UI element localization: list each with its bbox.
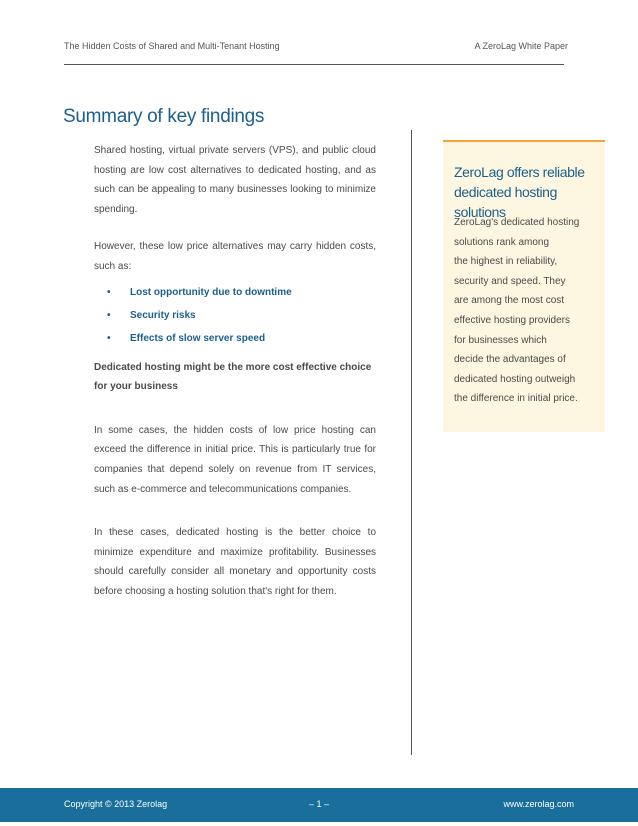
hidden-costs-list <box>94 281 376 350</box>
list-item <box>94 327 376 350</box>
header-subtitle: A ZeroLag White Paper <box>474 41 568 51</box>
sidebar-line: dedicated hosting outweigh <box>454 373 576 385</box>
page-title: Summary of key findings <box>63 106 265 127</box>
sidebar-line: effective hosting providers <box>454 314 570 326</box>
sidebar-line: the difference in initial price. <box>454 393 578 405</box>
list-item-text: Lost opportunity due to downtime <box>130 286 292 298</box>
sidebar-line: security and speed. They <box>454 275 566 287</box>
paragraph-hidden-costs: However, these low price alternatives may carry hidden costs, such as: <box>94 241 376 272</box>
list-item-text: Security risks <box>130 309 196 321</box>
footer-page-number: – 1 – <box>308 799 330 809</box>
sidebar-line: for businesses which <box>454 334 547 346</box>
footer-copyright: Copyright © 2013 Zerolag <box>64 799 168 809</box>
sidebar-body <box>454 213 604 409</box>
bullet-icon: • <box>107 309 111 321</box>
sidebar-line: decide the advantages of <box>454 354 566 366</box>
main-column <box>94 141 376 602</box>
bullet-icon: • <box>107 332 111 344</box>
bullet-icon: • <box>107 286 111 298</box>
header-title: The Hidden Costs of Shared and Multi-Tenant Hosting <box>64 41 280 51</box>
list-item <box>94 304 376 327</box>
sidebar-line: ZeroLag's dedicated hosting <box>454 217 580 228</box>
footer-website-link[interactable]: www.zerolag.com <box>503 799 574 809</box>
paragraph-bold-heading: Dedicated hosting might be the more cost effective choice for your business <box>94 361 372 393</box>
list-item <box>94 281 376 304</box>
sidebar-callout <box>443 140 605 432</box>
sidebar-title-line: dedicated hosting solutions <box>454 184 557 220</box>
sidebar-title-line: ZeroLag offers reliable <box>454 164 585 180</box>
paragraph-intro: Shared hosting, virtual private servers (VPS), and public cloud hosting are low cost alternatives to dedicated hosting, and as such can be appealing to many businesses looking to minimize spending. <box>94 145 376 215</box>
page-footer <box>0 788 638 822</box>
paragraph-some-cases: In some cases, the hidden costs of low price hosting can exceed the difference in initial price. This is particularly true for companies that depend solely on revenue from IT services, such as e-commerce and telecommunications companies. <box>94 424 376 495</box>
paragraph-conclusion: In these cases, dedicated hosting is the better choice to minimize expenditure and maximize profitability. Businesses should carefully consider all monetary and opportunity costs before choosing a hosting solution that's right for them. <box>94 527 376 597</box>
sidebar-line: are among the most cost <box>454 295 565 307</box>
sidebar-line: the highest in reliability, <box>454 256 558 268</box>
column-divider <box>411 130 412 755</box>
sidebar-line: solutions rank among <box>454 236 550 248</box>
header-divider <box>64 64 564 65</box>
list-item-text: Effects of slow server speed <box>130 332 266 344</box>
